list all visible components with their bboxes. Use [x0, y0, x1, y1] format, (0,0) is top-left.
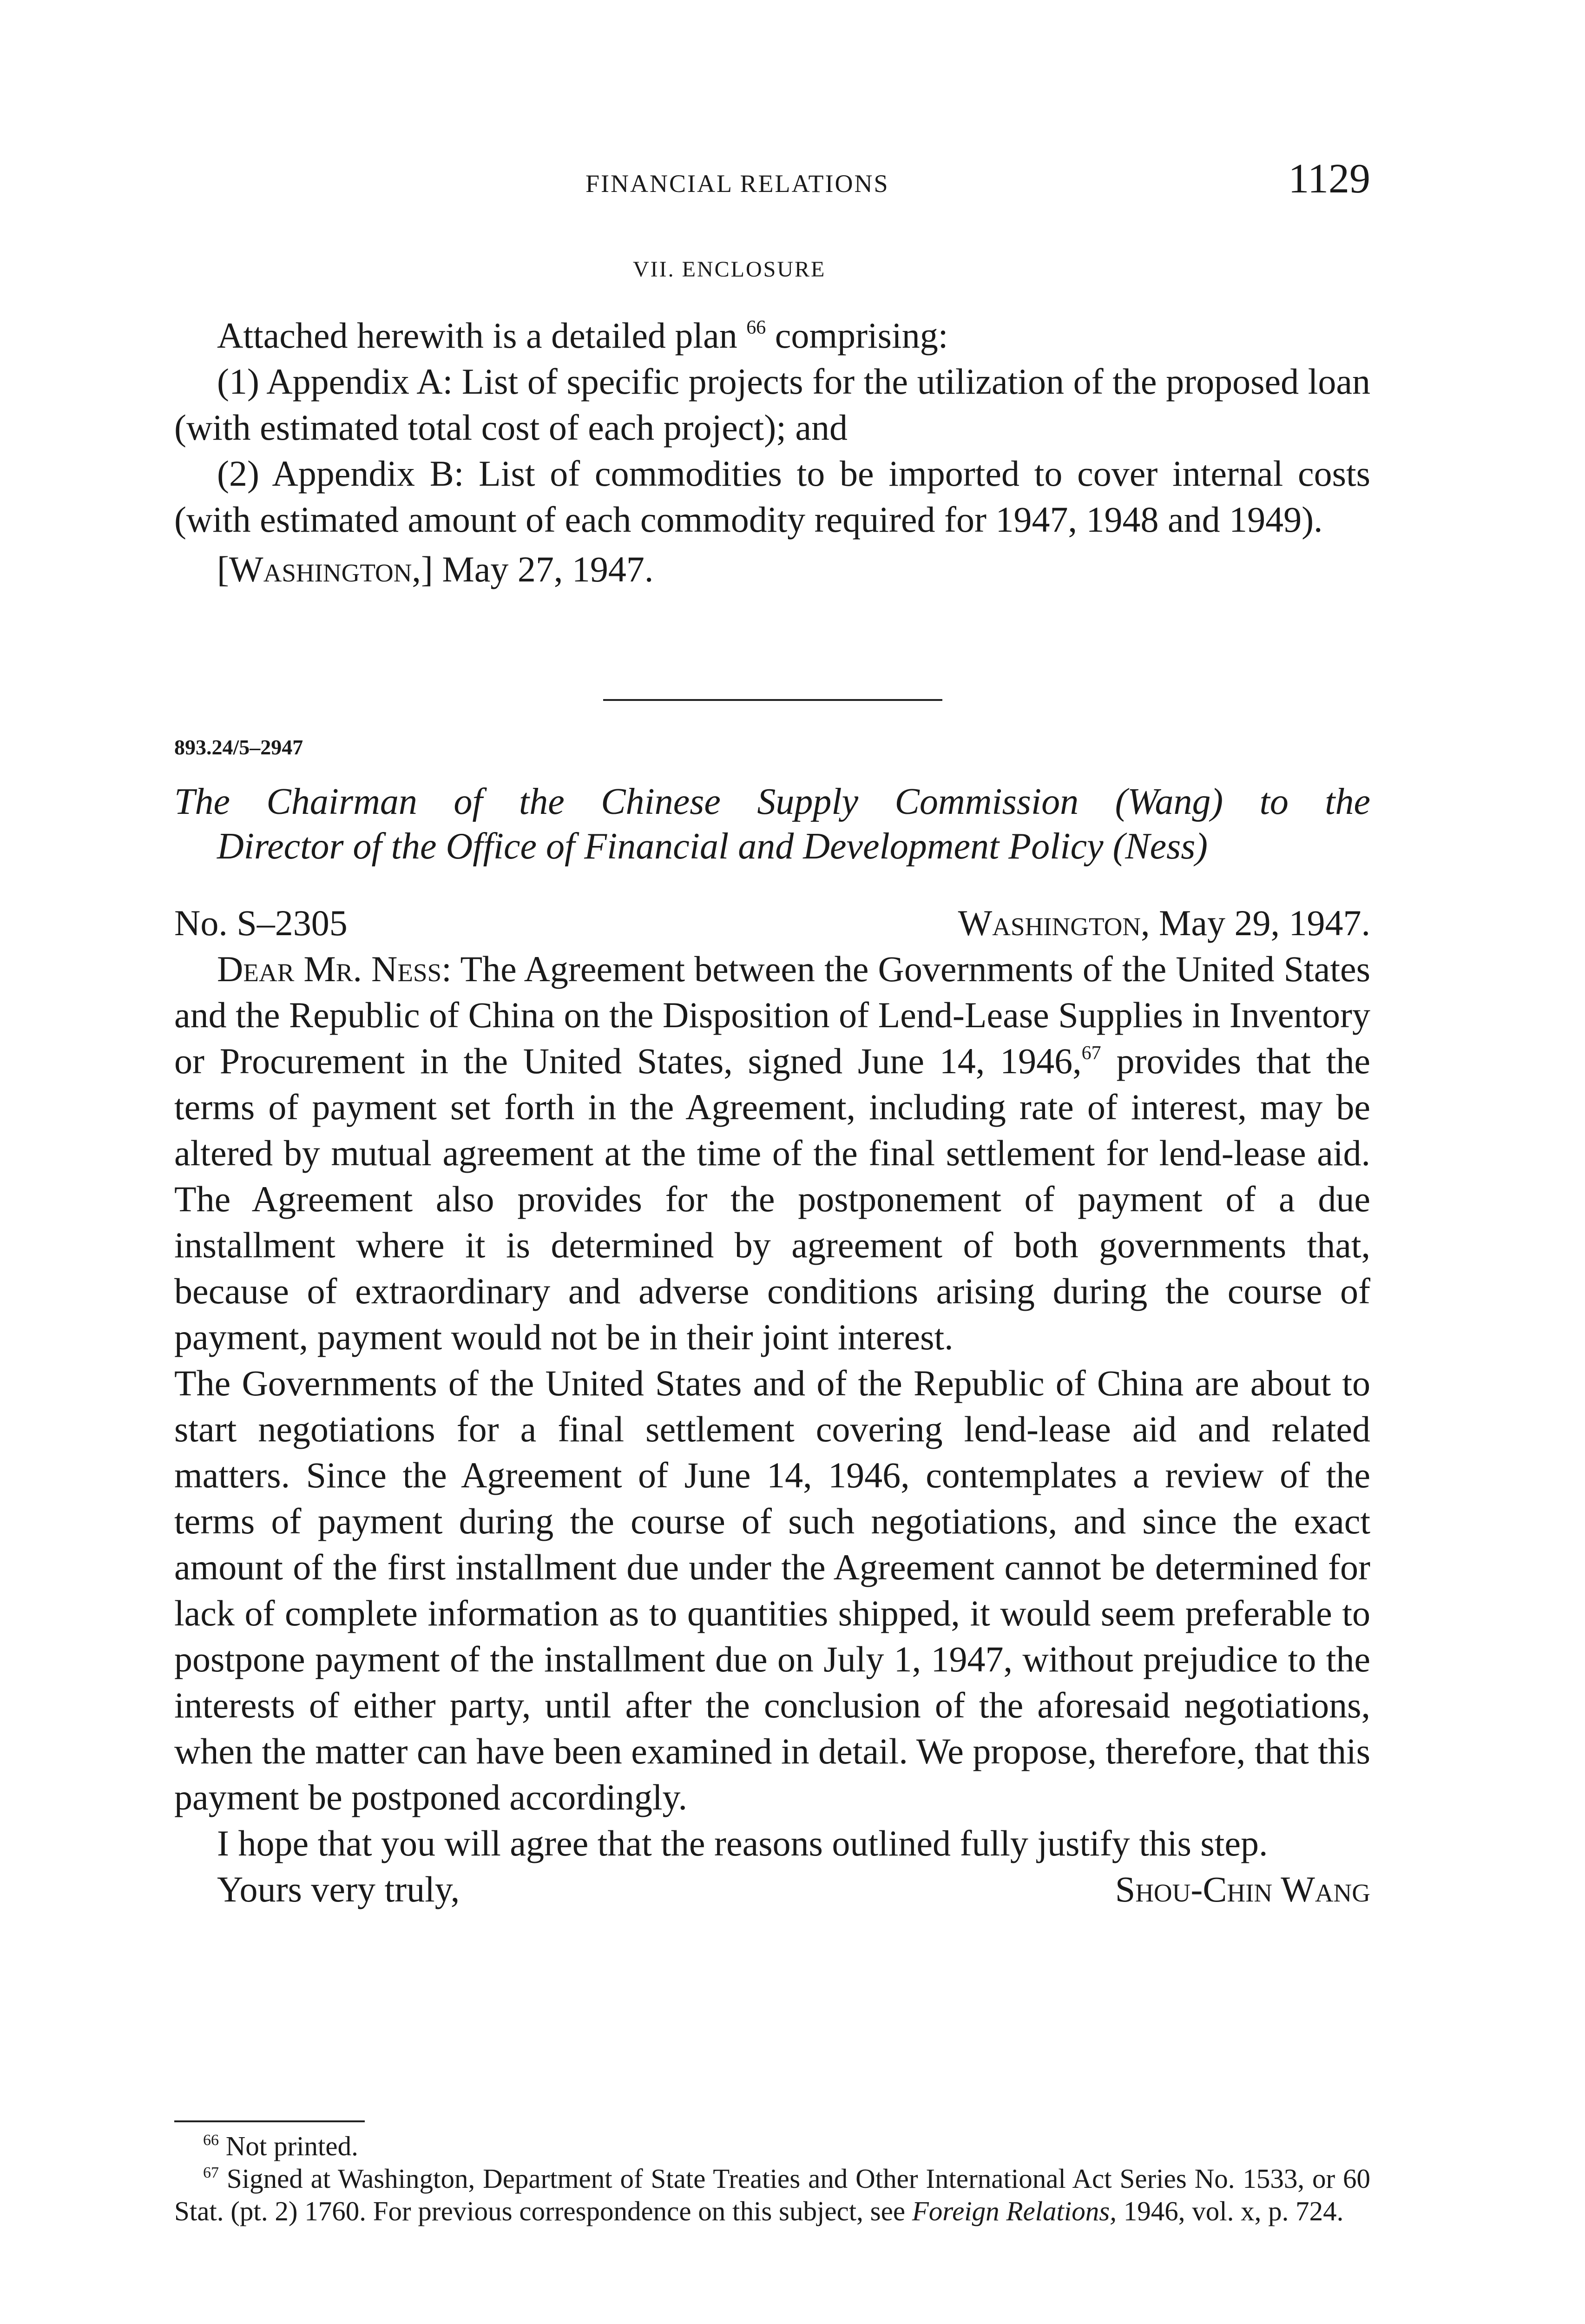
- page-number: 1129: [1288, 156, 1370, 202]
- document-place: Washington,: [958, 903, 1150, 943]
- enclosure-intro-rest: comprising:: [766, 315, 948, 356]
- footnote-ref-66: 66: [746, 317, 766, 338]
- footnote-67-text: Signed at Washington, Department of State Treaties and Other International Act Series No. 1533, or 60 Stat. (pt. 2) 1760. For previous correspondence on this subject, see: [174, 2163, 1370, 2226]
- document-number: No. S–2305: [174, 903, 348, 943]
- salutation: Dear Mr. Ness:: [217, 949, 452, 989]
- document-title: [174, 779, 1370, 869]
- appendix-b-item: (2) Appendix B: List of commodities to be imported to cover internal costs (with estimated amount of each commodity required for 1947, 1948 and 1949).: [174, 453, 1370, 540]
- letter-body: [174, 946, 1370, 1912]
- footnote-mark-67: 67: [203, 2164, 219, 2181]
- running-title: FINANCIAL RELATIONS: [585, 170, 889, 198]
- signature: Shou-Chin Wang: [1115, 1869, 1370, 1909]
- footnote-67-italic: Foreign Relations,: [912, 2196, 1117, 2226]
- footnote-mark-66: 66: [203, 2132, 219, 2149]
- enclosure-intro: [174, 312, 1370, 358]
- footnote-67-rest: 1946, vol. x, p. 724.: [1117, 2196, 1344, 2226]
- footnote-66-text: Not printed.: [219, 2131, 358, 2161]
- section-heading: VII. ENCLOSURE: [633, 257, 826, 282]
- document-title-line-2: Director of the Office of Financial and Development Policy (Ness): [217, 826, 1208, 867]
- enclosure-date: May 27, 1947.: [433, 549, 654, 589]
- document-title-line-1: The Chairman of the Chinese Supply Commission (Wang) to the: [174, 781, 1370, 822]
- separator-rule: [603, 699, 942, 701]
- enclosure-body: [174, 312, 1370, 592]
- enclosure-dateline: [174, 546, 1370, 592]
- footnote-rule: [174, 2120, 365, 2122]
- paragraph-2: The Governments of the United States and of the Republic of China are about to start negotiations for a final settlement covering lend-lease aid and related matters. Since the Agreement of June 14, 1946, contemplates a review of the terms of payment during the course of such negotiations, and since the exact amount of the first installment due under the Agreement cannot be determined for lack of complete information as to quantities shipped, it would seem preferable to postpone payment of the installment due on July 1, 1947, without prejudice to the interests of either party, until after the conclusion of the aforesaid negotiations, when the matter can have been examined in detail. We propose, therefore, that this payment be postponed accordingly.: [174, 1363, 1370, 1817]
- document-date: May 29, 1947.: [1150, 903, 1370, 943]
- footnote-67: [174, 2162, 1370, 2227]
- footnote-66: [174, 2130, 1370, 2162]
- footnotes: [174, 2130, 1370, 2227]
- paragraph-3: I hope that you will agree that the reasons outlined fully justify this step.: [217, 1823, 1268, 1863]
- enclosure-place: [Washington,]: [217, 549, 433, 589]
- document-dateline: [958, 900, 1370, 946]
- paragraph-1-rest: provides that the terms of payment set forth in the Agreement, including rate of interest, may be altered by mutual agreement at the time of the final settlement for lend-lease aid. The Agreement also provides for the postponement of payment of a due installment where it is determined by agreement of both governments that, because of extraordinary and adverse conditions arising during the course of payment, payment would not be in their joint interest.: [174, 1041, 1370, 1357]
- closing-line: [174, 1866, 1370, 1912]
- appendix-a-item: (1) Appendix A: List of specific projects for the utilization of the proposed loan (with estimated total cost of each project); and: [174, 361, 1370, 448]
- paragraph-1: [174, 946, 1370, 1360]
- enclosure-intro-text: Attached herewith is a detailed plan: [217, 315, 737, 356]
- paragraph-1-text: The Agreement between the Governments of the United States and the Republic of China on the Disposition of Lend-Lease Supplies in Inventory or Procurement in the United States, signed June 14, 1946,: [174, 949, 1370, 1081]
- footnote-ref-67: 67: [1081, 1043, 1101, 1064]
- file-number: 893.24/5–2947: [174, 735, 303, 759]
- closing: Yours very truly,: [217, 1869, 460, 1909]
